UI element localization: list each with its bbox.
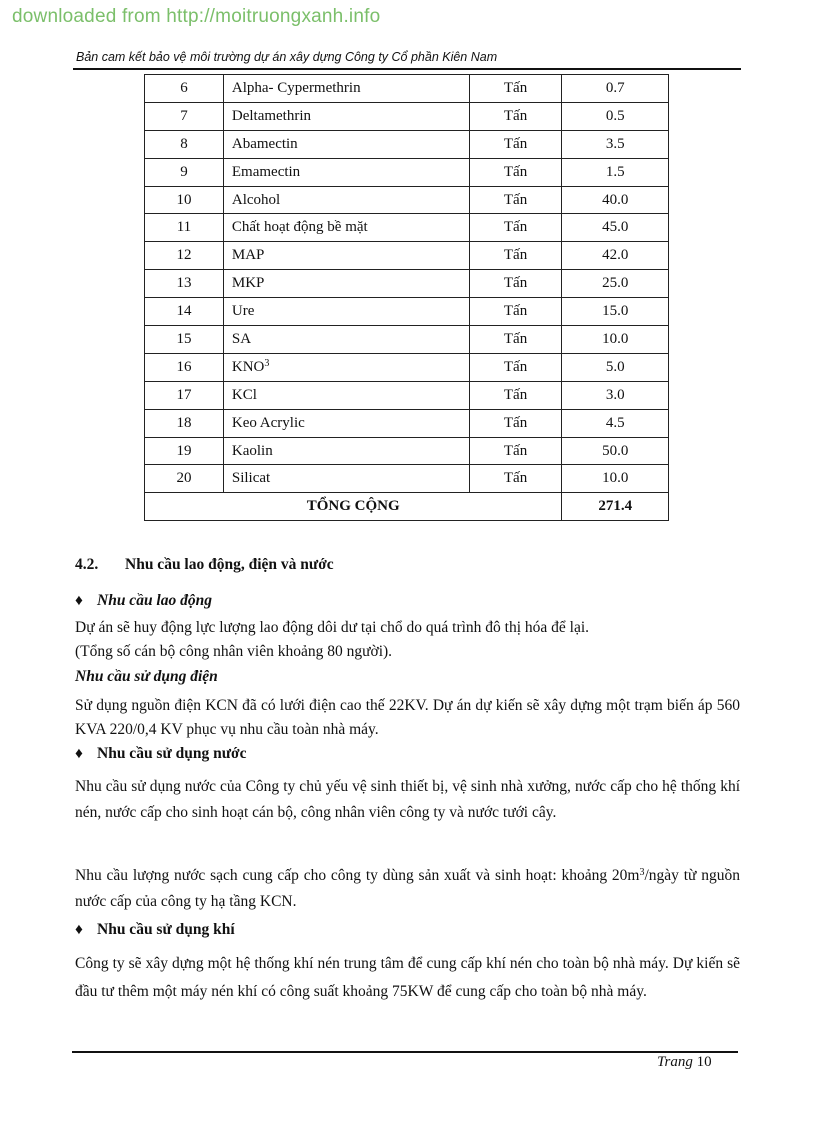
- row-number: 15: [145, 326, 224, 354]
- table-row: [145, 130, 669, 158]
- material-name: [223, 353, 469, 381]
- material-name: SA: [223, 326, 469, 354]
- row-number: 19: [145, 437, 224, 465]
- row-number: 20: [145, 465, 224, 493]
- labor-line-2: (Tổng số cán bộ công nhân viên khoảng 80 người).: [75, 643, 393, 660]
- table-row: [145, 381, 669, 409]
- table-row: [145, 465, 669, 493]
- table-row: [145, 102, 669, 130]
- unit: Tấn: [469, 381, 562, 409]
- quantity: 45.0: [562, 214, 669, 242]
- row-number: 16: [145, 353, 224, 381]
- page-number: [657, 1054, 712, 1071]
- diamond-bullet-icon: ♦: [75, 921, 83, 938]
- unit: Tấn: [469, 186, 562, 214]
- table-row: [145, 326, 669, 354]
- unit: Tấn: [469, 353, 562, 381]
- table-row: [145, 353, 669, 381]
- gas-heading-text: Nhu cầu sử dụng khí: [97, 921, 235, 938]
- unit: Tấn: [469, 298, 562, 326]
- row-number: 11: [145, 214, 224, 242]
- material-name: Ure: [223, 298, 469, 326]
- water-paragraph-2-tail: /ngày từ nguồn nước cấp của công ty hạ tầng KCN.: [75, 867, 740, 910]
- table-row: [145, 214, 669, 242]
- total-label: TỔNG CỘNG: [145, 493, 562, 521]
- unit: Tấn: [469, 130, 562, 158]
- water-heading: [75, 745, 247, 763]
- row-number: 6: [145, 75, 224, 103]
- unit: Tấn: [469, 102, 562, 130]
- table-row: [145, 186, 669, 214]
- header-rule: [73, 68, 741, 70]
- labor-line-1: Dự án sẽ huy động lực lượng lao động dôi dư tại chổ do quá trình đô thị hóa để lại.: [75, 619, 590, 636]
- unit: Tấn: [469, 75, 562, 103]
- total-row: [145, 493, 669, 521]
- electric-heading: Nhu cầu sử dụng điện: [75, 668, 218, 685]
- row-number: 8: [145, 130, 224, 158]
- labor-heading-text: Nhu cầu lao động: [97, 592, 212, 609]
- quantity: 5.0: [562, 353, 669, 381]
- quantity: 40.0: [562, 186, 669, 214]
- quantity: 3.0: [562, 381, 669, 409]
- table-row: [145, 298, 669, 326]
- material-name: KCl: [223, 381, 469, 409]
- quantity: 0.7: [562, 75, 669, 103]
- row-number: 12: [145, 242, 224, 270]
- material-name: Abamectin: [223, 130, 469, 158]
- quantity: 42.0: [562, 242, 669, 270]
- table-row: [145, 75, 669, 103]
- material-name: Keo Acrylic: [223, 409, 469, 437]
- table-row: [145, 270, 669, 298]
- diamond-bullet-icon: ♦: [75, 745, 83, 762]
- table-row: [145, 242, 669, 270]
- page-number-value: 10: [696, 1054, 712, 1070]
- quantity: 0.5: [562, 102, 669, 130]
- material-name: MKP: [223, 270, 469, 298]
- quantity: 1.5: [562, 158, 669, 186]
- table-row: [145, 409, 669, 437]
- row-number: 18: [145, 409, 224, 437]
- section-heading: [75, 556, 334, 574]
- row-number: 9: [145, 158, 224, 186]
- gas-text: Công ty sẽ xây dựng một hệ thống khí nén trung tâm để cung cấp khí nén cho toàn bộ nhà máy. Dự kiến sẽ đầu tư thêm một máy nén khí có công suất khoảng 75KW để cung cấp cho toàn bộ nhà máy.: [75, 955, 740, 1000]
- unit: Tấn: [469, 242, 562, 270]
- material-name: Kaolin: [223, 437, 469, 465]
- materials-table: [144, 74, 669, 521]
- row-number: 14: [145, 298, 224, 326]
- quantity: 4.5: [562, 409, 669, 437]
- quantity: 50.0: [562, 437, 669, 465]
- material-name: Alcohol: [223, 186, 469, 214]
- quantity: 3.5: [562, 130, 669, 158]
- section-number: 4.2.: [75, 556, 99, 573]
- water-paragraph-2-text: Nhu cầu lượng nước sạch cung cấp cho công ty dùng sản xuất và sinh hoạt: khoảng 20m: [75, 867, 640, 884]
- material-name-text: KNO: [231, 359, 265, 376]
- section-title: Nhu cầu lao động, điện và nước: [125, 556, 334, 573]
- page-label: Trang: [657, 1054, 693, 1070]
- gas-heading: [75, 921, 235, 939]
- water-paragraph-2: [75, 860, 740, 915]
- footer-rule: [72, 1051, 738, 1053]
- material-name: Deltamethrin: [223, 102, 469, 130]
- material-name: Chất hoạt động bề mặt: [223, 214, 469, 242]
- quantity: 10.0: [562, 326, 669, 354]
- unit: Tấn: [469, 214, 562, 242]
- material-name: MAP: [223, 242, 469, 270]
- material-name-subscript: 3: [264, 358, 270, 370]
- unit: Tấn: [469, 437, 562, 465]
- diamond-bullet-icon: ♦: [75, 592, 83, 609]
- table-row: [145, 158, 669, 186]
- material-name: Silicat: [223, 465, 469, 493]
- quantity: 25.0: [562, 270, 669, 298]
- table-row: [145, 437, 669, 465]
- row-number: 10: [145, 186, 224, 214]
- water-paragraph-1: Nhu cầu sử dụng nước của Công ty chủ yếu vệ sinh thiết bị, vệ sinh nhà xưởng, nước cấp cho hệ thống khí nén, nước cấp cho sinh hoạt cán bộ, công nhân viên công ty và nước tưới cây.: [75, 778, 740, 821]
- unit: Tấn: [469, 158, 562, 186]
- watermark: downloaded from http://moitruongxanh.info: [12, 6, 381, 27]
- labor-heading: [75, 592, 212, 610]
- material-name: Emamectin: [223, 158, 469, 186]
- quantity: 15.0: [562, 298, 669, 326]
- unit: Tấn: [469, 465, 562, 493]
- row-number: 17: [145, 381, 224, 409]
- superscript-3: 3: [639, 867, 645, 878]
- unit: Tấn: [469, 409, 562, 437]
- total-value: 271.4: [562, 493, 669, 521]
- running-header: Bản cam kết bảo vệ môi trường dự án xây dựng Công ty Cổ phần Kiên Nam: [76, 50, 498, 64]
- row-number: 13: [145, 270, 224, 298]
- unit: Tấn: [469, 326, 562, 354]
- row-number: 7: [145, 102, 224, 130]
- water-heading-text: Nhu cầu sử dụng nước: [97, 745, 247, 762]
- unit: Tấn: [469, 270, 562, 298]
- quantity: 10.0: [562, 465, 669, 493]
- material-name: Alpha- Cypermethrin: [223, 75, 469, 103]
- electric-text: Sử dụng nguồn điện KCN đã có lưới điện cao thế 22KV. Dự án dự kiến sẽ xây dựng một trạm biến áp 560 KVA 220/0,4 KV phục vụ nhu cầu toàn nhà máy.: [75, 697, 740, 738]
